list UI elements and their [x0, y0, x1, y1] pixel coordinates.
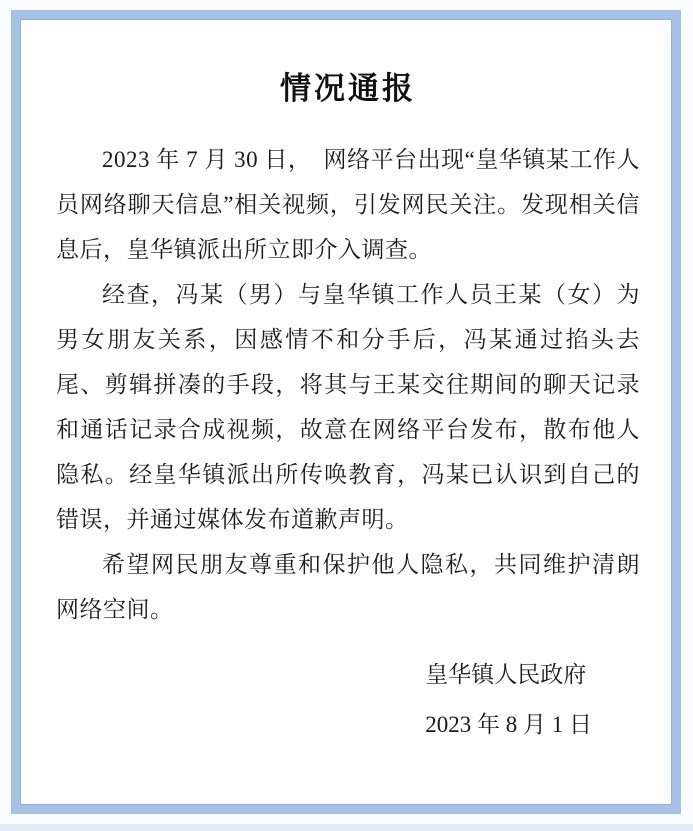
notice-paragraph-2: 经查，冯某（男）与皇华镇工作人员王某（女）为男女朋友关系，因感情不和分手后，冯某通过掐头去尾、剪辑拼凑的手段，将其与王某交往期间的聊天记录和通话记录合成视频，故意在网络平台发布，散布他人隐私。经皇华镇派出所传唤教育，冯某已认识到自己的错误，并通过媒体发布道歉声明。 [56, 282, 640, 532]
signature-block [425, 650, 592, 750]
notice-content [20, 19, 672, 805]
signer-name: 皇华镇人民政府 [425, 662, 587, 687]
notice-frame [11, 10, 681, 814]
notice-date: 2023 年 8 月 1 日 [425, 712, 592, 737]
notice-paragraph-1: 2023 年 7 月 30 日， 网络平台出现“皇华镇某工作人员网络聊天信息”相关视频，引发网民关注。发现相关信息后，皇华镇派出所立即介入调查。 [56, 147, 640, 262]
scan-edge-artifact [0, 824, 693, 831]
notice-paragraph-3: 希望网民朋友尊重和保护他人隐私，共同维护清朗网络空间。 [56, 552, 640, 622]
notice-title: 情况通报 [280, 71, 416, 106]
